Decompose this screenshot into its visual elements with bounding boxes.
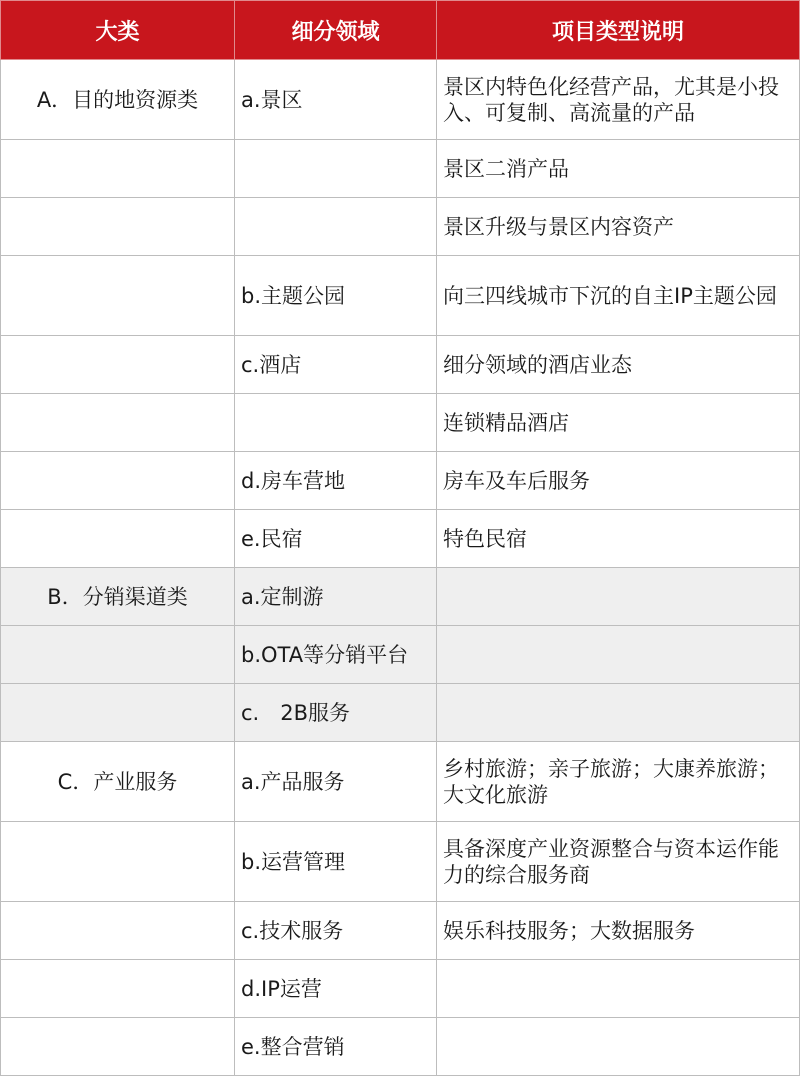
cell-subfield: c.酒店 (235, 336, 437, 394)
header-subfield: 细分领域 (235, 1, 437, 60)
table-row (1, 822, 800, 902)
cell-subfield (235, 198, 437, 256)
cell-description: 细分领域的酒店业态 (437, 336, 800, 394)
cell-subfield: a.景区 (235, 60, 437, 140)
header-category: 大类 (1, 1, 235, 60)
cell-description: 娱乐科技服务；大数据服务 (437, 902, 800, 960)
cell-subfield: a.产品服务 (235, 742, 437, 822)
table-header-row (1, 1, 800, 60)
cell-subfield: c. 2B服务 (235, 684, 437, 742)
cell-description: 房车及车后服务 (437, 452, 800, 510)
cell-description: 景区二消产品 (437, 140, 800, 198)
cell-subfield (235, 140, 437, 198)
cell-category: B．分销渠道类 (1, 568, 235, 626)
cell-subfield: d.房车营地 (235, 452, 437, 510)
table-row (1, 336, 800, 394)
cell-category (1, 198, 235, 256)
cell-category: C．产业服务 (1, 742, 235, 822)
cell-description: 乡村旅游；亲子旅游；大康养旅游；大文化旅游 (437, 742, 800, 822)
cell-category (1, 684, 235, 742)
cell-description (437, 960, 800, 1018)
cell-subfield: b.主题公园 (235, 256, 437, 336)
cell-subfield: c.技术服务 (235, 902, 437, 960)
cell-description: 景区内特色化经营产品，尤其是小投入、可复制、高流量的产品 (437, 60, 800, 140)
cell-subfield: b.运营管理 (235, 822, 437, 902)
table-row (1, 60, 800, 140)
table-row (1, 140, 800, 198)
table-row (1, 626, 800, 684)
cell-category (1, 394, 235, 452)
cell-description (437, 1018, 800, 1076)
cell-subfield: d.IP运营 (235, 960, 437, 1018)
cell-category: A．目的地资源类 (1, 60, 235, 140)
cell-description (437, 626, 800, 684)
table-body (1, 60, 800, 1076)
header-description: 项目类型说明 (437, 1, 800, 60)
table-row (1, 568, 800, 626)
cell-description (437, 684, 800, 742)
cell-category (1, 256, 235, 336)
table-row (1, 256, 800, 336)
cell-category (1, 1018, 235, 1076)
cell-category (1, 140, 235, 198)
cell-category (1, 822, 235, 902)
cell-category (1, 452, 235, 510)
table-row (1, 960, 800, 1018)
cell-category (1, 902, 235, 960)
cell-subfield: a.定制游 (235, 568, 437, 626)
table-row (1, 394, 800, 452)
cell-category (1, 960, 235, 1018)
cell-description: 具备深度产业资源整合与资本运作能力的综合服务商 (437, 822, 800, 902)
cell-description: 连锁精品酒店 (437, 394, 800, 452)
table-row (1, 1018, 800, 1076)
cell-description (437, 568, 800, 626)
table-row (1, 452, 800, 510)
table-row (1, 510, 800, 568)
table-row (1, 742, 800, 822)
cell-subfield: b.OTA等分销平台 (235, 626, 437, 684)
cell-description: 向三四线城市下沉的自主IP主题公园 (437, 256, 800, 336)
cell-subfield: e.民宿 (235, 510, 437, 568)
cell-subfield: e.整合营销 (235, 1018, 437, 1076)
table-row (1, 902, 800, 960)
table-row (1, 684, 800, 742)
cell-description: 特色民宿 (437, 510, 800, 568)
cell-category (1, 336, 235, 394)
table-row (1, 198, 800, 256)
cell-category (1, 626, 235, 684)
cell-subfield (235, 394, 437, 452)
cell-category (1, 510, 235, 568)
cell-description: 景区升级与景区内容资产 (437, 198, 800, 256)
